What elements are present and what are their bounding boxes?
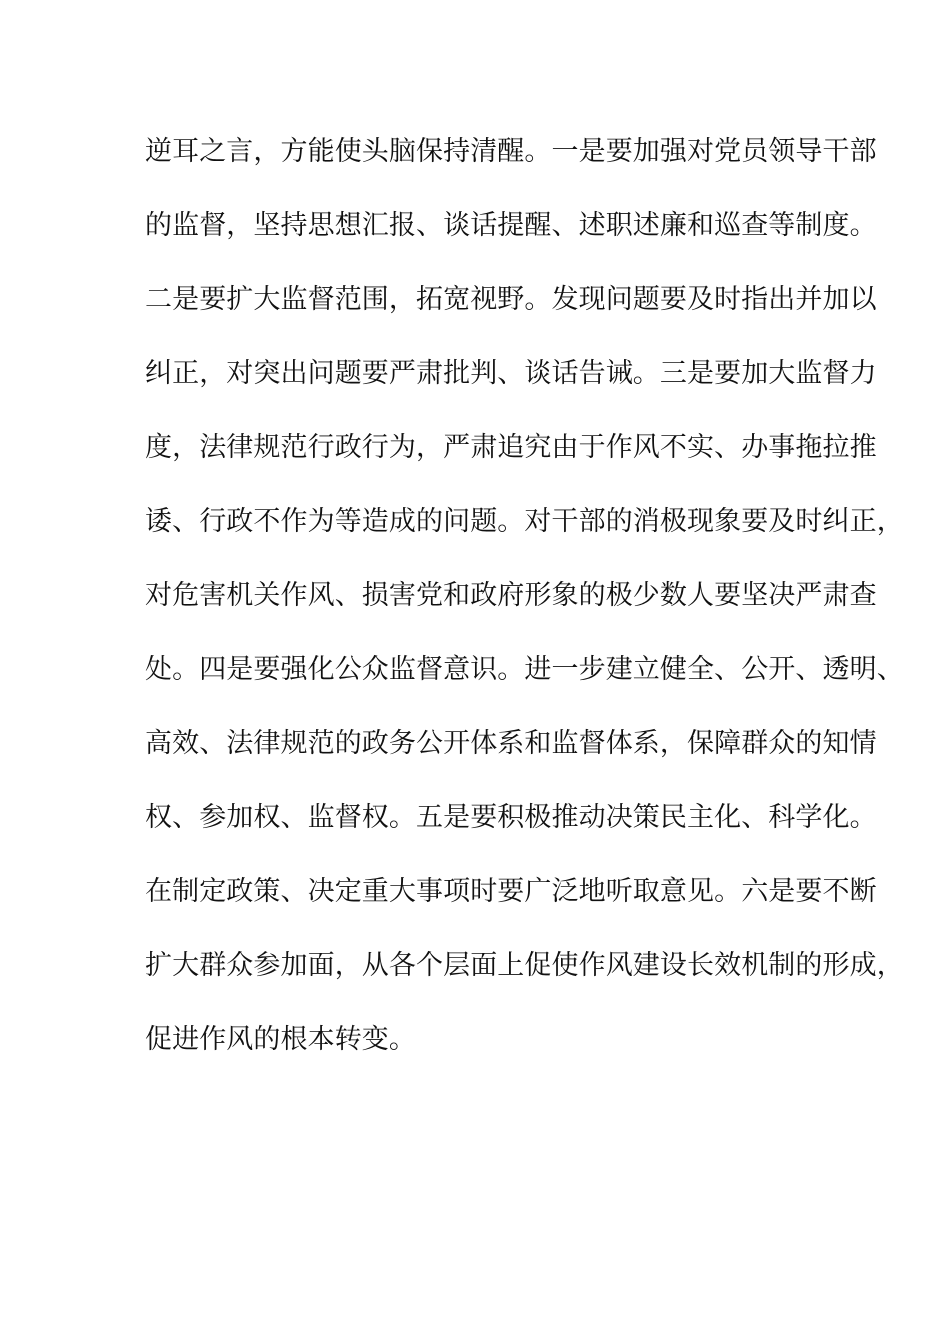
body-paragraph xyxy=(145,128,904,1090)
text-line: 处。四是要强化公众监督意识。进一步建立健全、公开、透明、 xyxy=(145,654,904,685)
text-line: 权、参加权、监督权。五是要积极推动决策民主化、科学化。 xyxy=(145,802,877,833)
text-line: 逆耳之言，方能使头脑保持清醒。一是要加强对党员领导干部 xyxy=(145,136,877,167)
text-line: 的监督，坚持思想汇报、谈话提醒、述职述廉和巡查等制度。 xyxy=(145,210,877,241)
text-line: 诿、行政不作为等造成的问题。对干部的消极现象要及时纠正， xyxy=(145,506,904,537)
text-line: 度，法律规范行政行为，严肃追究由于作风不实、办事拖拉推 xyxy=(145,432,877,463)
text-line: 在制定政策、决定重大事项时要广泛地听取意见。六是要不断 xyxy=(145,876,877,907)
text-line: 扩大群众参加面，从各个层面上促使作风建设长效机制的形成， xyxy=(145,950,904,981)
text-line: 高效、法律规范的政务公开体系和监督体系，保障群众的知情 xyxy=(145,728,877,759)
text-line: 促进作风的根本转变。 xyxy=(145,1024,416,1055)
text-line: 二是要扩大监督范围，拓宽视野。发现问题要及时指出并加以 xyxy=(145,284,877,315)
text-line: 对危害机关作风、损害党和政府形象的极少数人要坚决严肃查 xyxy=(145,580,877,611)
text-line: 纠正，对突出问题要严肃批判、谈话告诫。三是要加大监督力 xyxy=(145,358,877,389)
